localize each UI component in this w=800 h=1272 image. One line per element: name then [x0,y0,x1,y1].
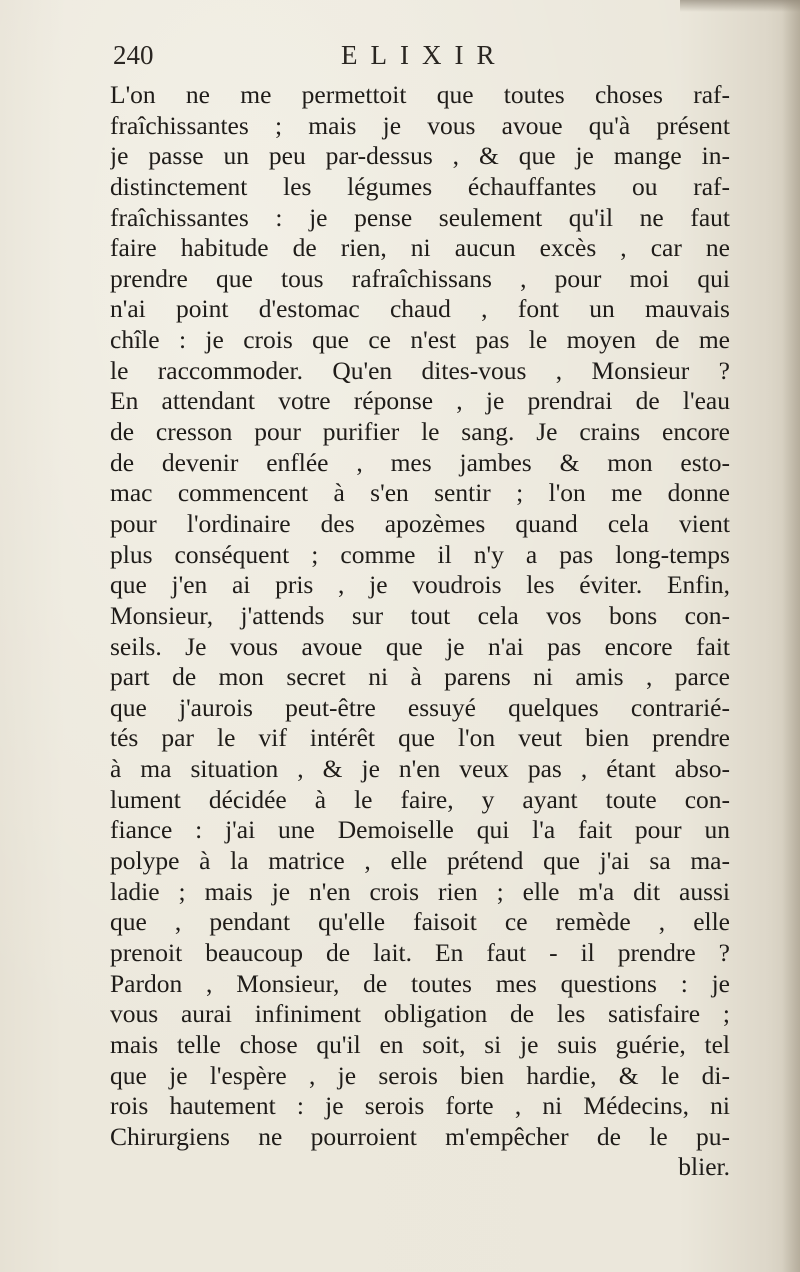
text-line: n'ai point d'estomac chaud , font un mauvais [110,294,730,324]
text-line: rois hautement : je serois forte , ni Médecins, ni [110,1091,730,1121]
text-line: chîle : je crois que ce n'est pas le moyen de me [110,325,730,355]
text-line: de cresson pour purifier le sang. Je crains encore [110,417,730,447]
text-line: que je l'espère , je serois bien hardie, & le di- [110,1060,730,1090]
text-line: de devenir enflée , mes jambes & mon esto- [110,447,730,477]
text-line: Pardon , Monsieur, de toutes mes questions : je [110,968,730,998]
text-line: fraîchissantes ; mais je vous avoue qu'à présent [110,110,730,140]
text-line: ladie ; mais je n'en crois rien ; elle m'a dit aussi [110,876,730,906]
text-line: distinctement les légumes échauffantes ou raf- [110,171,730,201]
text-line: blier. [678,1152,730,1182]
page-header [113,40,723,80]
text-line: Chirurgiens ne pourroient m'empêcher de le pu- [110,1121,730,1151]
text-line: seils. Je vous avoue que je n'ai pas encore fait [110,631,730,661]
text-line: tés par le vif intérêt que l'on veut bien prendre [110,723,730,753]
text-line: que , pendant qu'elle faisoit ce remède , elle [110,907,730,937]
text-line: plus conséquent ; comme il n'y a pas long-temps [110,539,730,569]
text-line: à ma situation , & je n'en veux pas , étant abso- [110,754,730,784]
text-line: lument décidée à le faire, y ayant toute con- [110,784,730,814]
text-line: fiance : j'ai une Demoiselle qui l'a fait pour un [110,815,730,845]
page-number: 240 [113,40,154,70]
text-line: Monsieur, j'attends sur tout cela vos bons con- [110,600,730,630]
text-line: que j'aurois peut-être essuyé quelques contrarié- [110,692,730,722]
text-line: que j'en ai pris , je voudrois les éviter. Enfin, [110,570,730,600]
text-line: mac commencent à s'en sentir ; l'on me donne [110,478,730,508]
text-line: vous aurai infiniment obligation de les satisfaire ; [110,999,730,1029]
text-line: pour l'ordinaire des apozèmes quand cela vient [110,508,730,538]
text-line: je passe un peu par-dessus , & que je mange in- [110,141,730,171]
text-line: faire habitude de rien, ni aucun excès , car ne [110,233,730,263]
running-head: ELIXIR [341,40,508,70]
text-line: fraîchissantes : je pense seulement qu'il ne faut [110,202,730,232]
text-line: le raccommoder. Qu'en dites-vous , Monsieur ? [110,355,730,385]
text-line: part de mon secret ni à parens ni amis , parce [110,662,730,692]
text-line: L'on ne me permettoit que toutes choses raf- [110,80,730,109]
text-line: polype à la matrice , elle prétend que j'ai sa ma- [110,846,730,876]
text-line: En attendant votre réponse , je prendrai de l'eau [110,386,730,416]
text-line: prendre que tous rafraîchissans , pour moi qui [110,263,730,293]
body-text [110,80,730,1183]
text-line: mais telle chose qu'il en soit, si je suis guérie, tel [110,1029,730,1059]
text-line: prenoit beaucoup de lait. En faut - il prendre ? [110,937,730,967]
page-edge-shadow-right [782,0,800,1272]
